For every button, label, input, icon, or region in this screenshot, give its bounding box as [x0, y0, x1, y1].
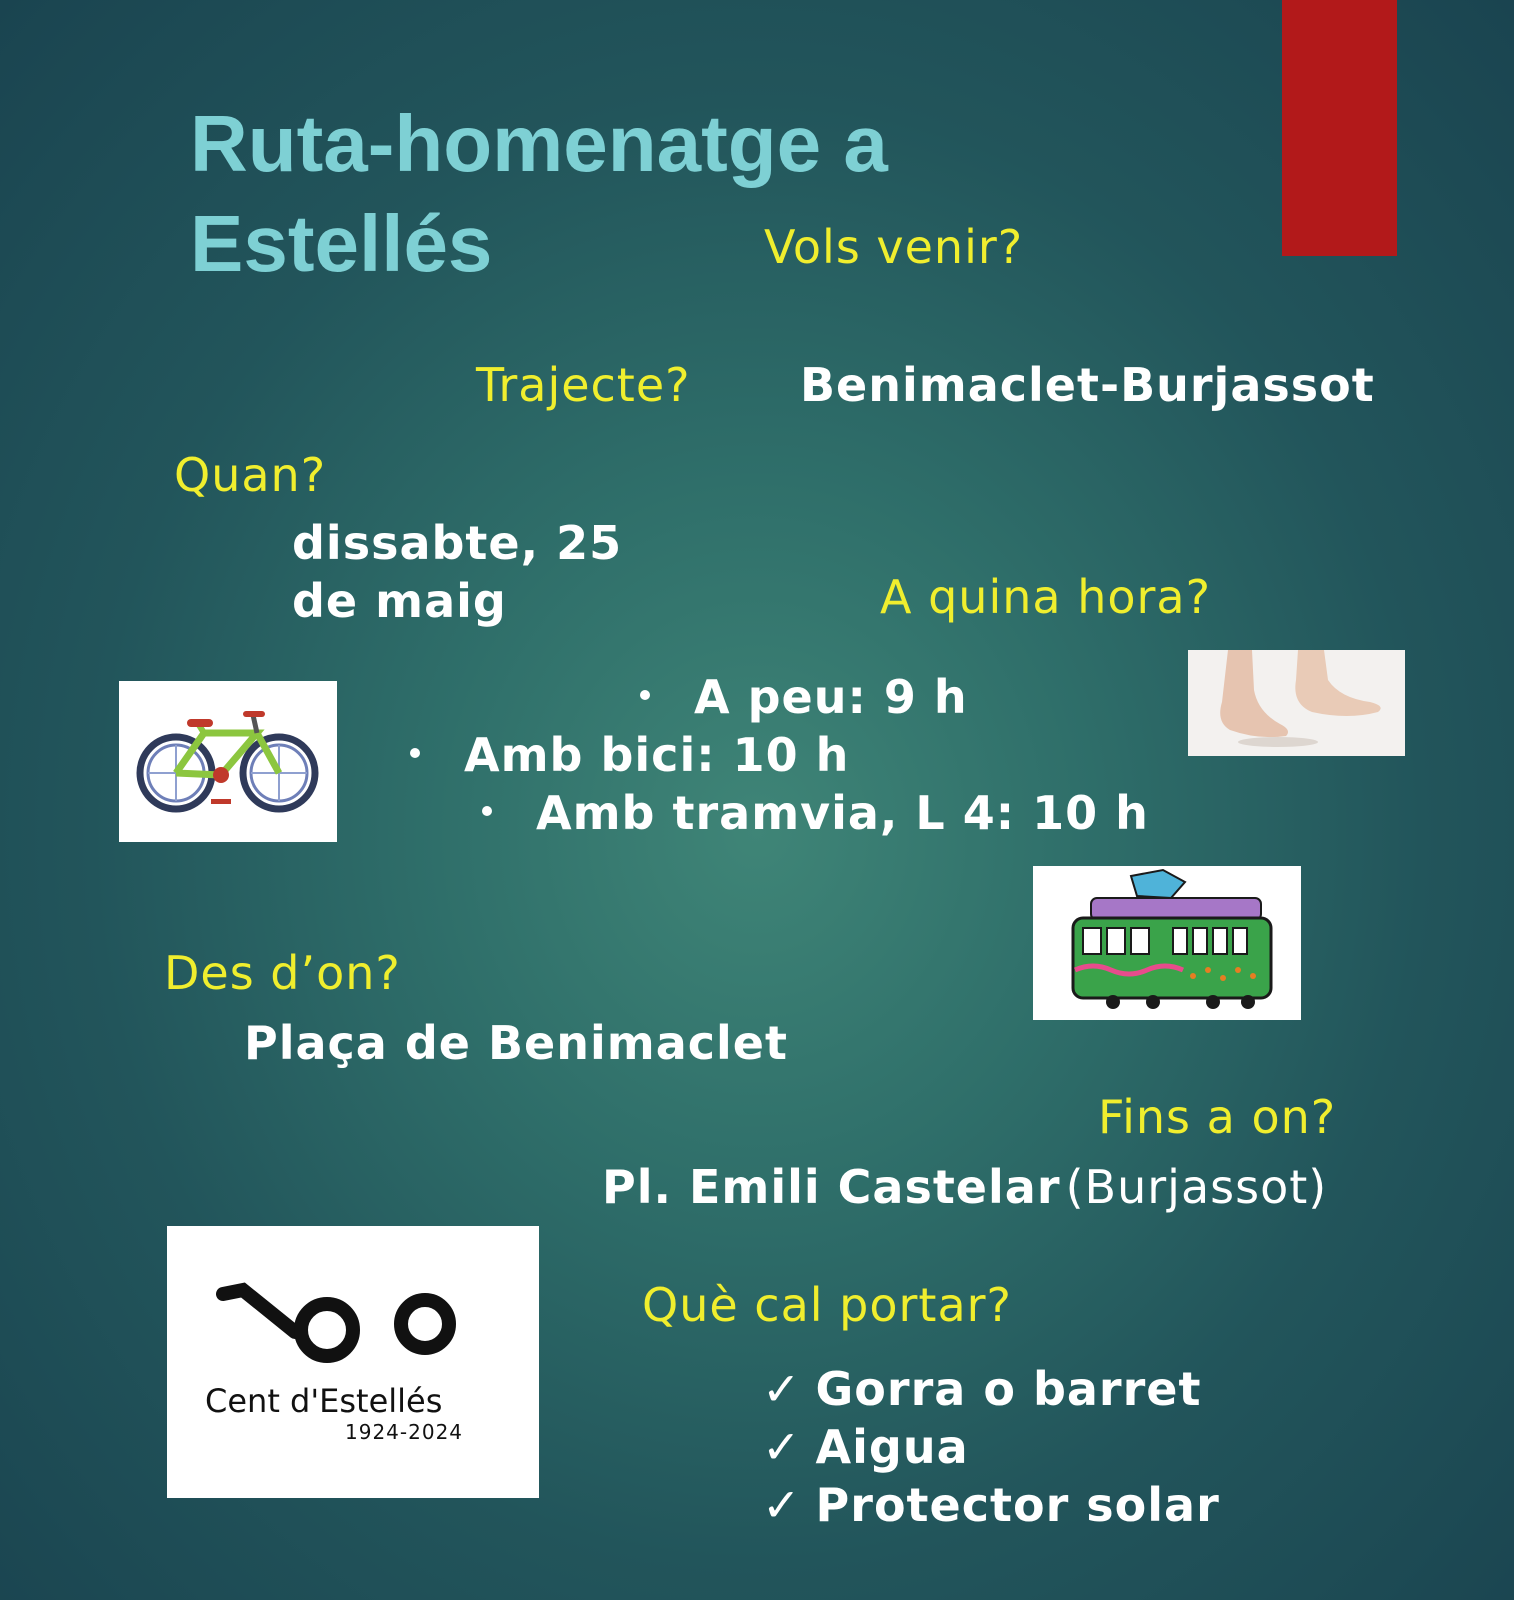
time-item-walk: A peu: 9 h — [640, 670, 968, 724]
feet-image — [1188, 650, 1405, 756]
bring-item-sunscreen: ✓ Protector solar — [762, 1478, 1220, 1532]
when-label: Quan? — [174, 448, 327, 502]
when-date-line1: dissabte, 25 — [292, 516, 623, 570]
time-item-tram: Amb tramvia, L 4: 10 h — [482, 786, 1149, 840]
bicycle-image — [119, 681, 337, 842]
bring-item-water: ✓ Aigua — [762, 1420, 969, 1474]
check-icon: ✓ — [762, 1362, 802, 1416]
invite-question: Vols venir? — [764, 220, 1024, 274]
feet-icon — [1188, 650, 1405, 756]
to-value: Pl. Emili Castelar — [602, 1160, 1061, 1214]
check-icon: ✓ — [762, 1478, 802, 1532]
logo-name: Cent d'Estellés — [205, 1382, 443, 1420]
route-label: Trajecte? — [476, 358, 691, 412]
to-extra: (Burjassot) — [1065, 1160, 1328, 1214]
tram-icon — [1033, 866, 1301, 1020]
to-value-line — [602, 1160, 1327, 1214]
tram-image — [1033, 866, 1301, 1020]
logo-years: 1924-2024 — [345, 1420, 464, 1444]
bring-item-cap: ✓ Gorra o barret — [762, 1362, 1202, 1416]
route-value: Benimaclet-Burjassot — [800, 358, 1375, 412]
page-title-line2: Estellés — [190, 199, 493, 288]
bullet-icon — [410, 748, 420, 758]
from-value: Plaça de Benimaclet — [244, 1016, 788, 1070]
decorative-red-bar — [1282, 0, 1397, 256]
page-title-line1: Ruta-homenatge a — [190, 99, 888, 188]
bullet-icon — [482, 806, 492, 816]
time-item-bike: Amb bici: 10 h — [410, 728, 849, 782]
to-label: Fins a on? — [1098, 1090, 1337, 1144]
bicycle-icon — [119, 681, 337, 842]
time-label: A quina hora? — [880, 570, 1212, 624]
from-label: Des d’on? — [164, 946, 401, 1000]
bring-label: Què cal portar? — [642, 1278, 1012, 1332]
check-icon: ✓ — [762, 1420, 802, 1474]
when-date-line2: de maig — [292, 574, 507, 628]
cent-estelles-logo — [167, 1226, 539, 1498]
bullet-icon — [640, 690, 650, 700]
logo-100-icon — [167, 1226, 539, 1498]
